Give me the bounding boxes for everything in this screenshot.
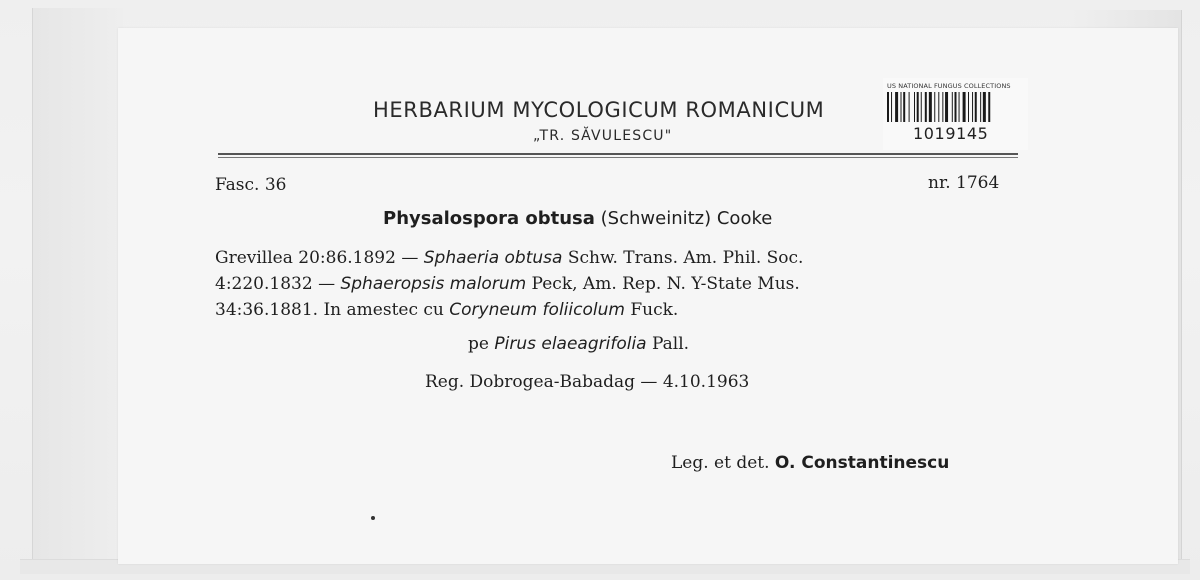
barcode-bar [963,92,966,122]
barcode-bar [972,92,973,122]
host-prefix: pe [468,334,495,354]
header-rule [218,153,1018,155]
references-block [215,245,995,323]
reference-line-2-source: Peck, Am. Rep. N. Y-State Mus. [526,274,800,294]
barcode-bar [983,92,986,122]
barcode-bar [909,92,910,122]
barcode-bar [952,92,953,122]
herbarium-subtitle: „TR. SĂVULESCU" [533,128,673,144]
synonym-sphaeropsis-malorum: Sphaeropsis malorum [340,274,527,294]
barcode-bar [938,92,939,122]
reference-line-2-text: 4:220.1832 — [215,274,341,294]
host-plant [468,334,689,354]
barcode-bar [959,92,960,122]
barcode-bar [925,92,927,122]
envelope-fold-left [32,8,123,563]
barcode-icon [887,92,1021,122]
ink-speck [371,516,375,520]
fascicle-number: Fasc. 36 [215,175,287,195]
reference-line-2 [215,271,995,297]
barcode-bar [942,92,943,122]
reference-line-1-text: Grevillea 20:86.1892 — [215,248,424,268]
barcode-bar [903,92,905,122]
barcode-bar [968,92,969,122]
header-rule-thin [218,157,1018,158]
herbarium-label [118,28,1178,564]
barcode-bar [895,92,898,122]
locality-date: Reg. Dobrogea-Babadag — 4.10.1963 [425,372,750,392]
host-species: Pirus elaeagrifolia [494,334,647,354]
barcode-bar [887,92,889,122]
collector-prefix: Leg. et det. [671,453,775,473]
barcode-bar [945,92,948,122]
barcode-bar [934,92,935,122]
barcode-bar [929,92,932,122]
barcode-bar [955,92,957,122]
species-author [601,208,773,229]
reference-line-3 [215,297,995,323]
barcode-bar [975,92,977,122]
barcode-bar [914,92,915,122]
collector [671,453,949,473]
barcode-caption: US NATIONAL FUNGUS COLLECTIONS [887,82,1011,90]
specimen-number: nr. 1764 [928,173,1000,193]
barcode-bar [901,92,902,122]
reference-line-3-author: Fuck. [624,300,679,320]
reference-line-3-text: 34:36.1881. In amestec cu [215,300,450,320]
herbarium-title: HERBARIUM MYCOLOGICUM ROMANICUM [373,98,825,122]
species-name [383,208,772,229]
barcode-bar [891,92,892,122]
barcode-bar [988,92,990,122]
collector-name: O. Constantinescu [774,453,950,473]
species-binomial: Physalospora obtusa [383,208,595,229]
reference-line-1 [215,245,995,271]
barcode-bar [917,92,919,122]
reference-line-1-source: Schw. Trans. Am. Phil. Soc. [562,248,804,268]
species-author-text: (Schweinitz) Cooke [600,208,773,229]
host-author: Pall. [646,334,690,354]
barcode-number: 1019145 [913,124,989,143]
associated-coryneum-foliicolum: Coryneum foliicolum [449,300,625,320]
barcode-bar [980,92,981,122]
synonym-sphaeria-obtusa: Sphaeria obtusa [423,248,563,268]
barcode-label [883,78,1028,150]
barcode-bar [921,92,922,122]
